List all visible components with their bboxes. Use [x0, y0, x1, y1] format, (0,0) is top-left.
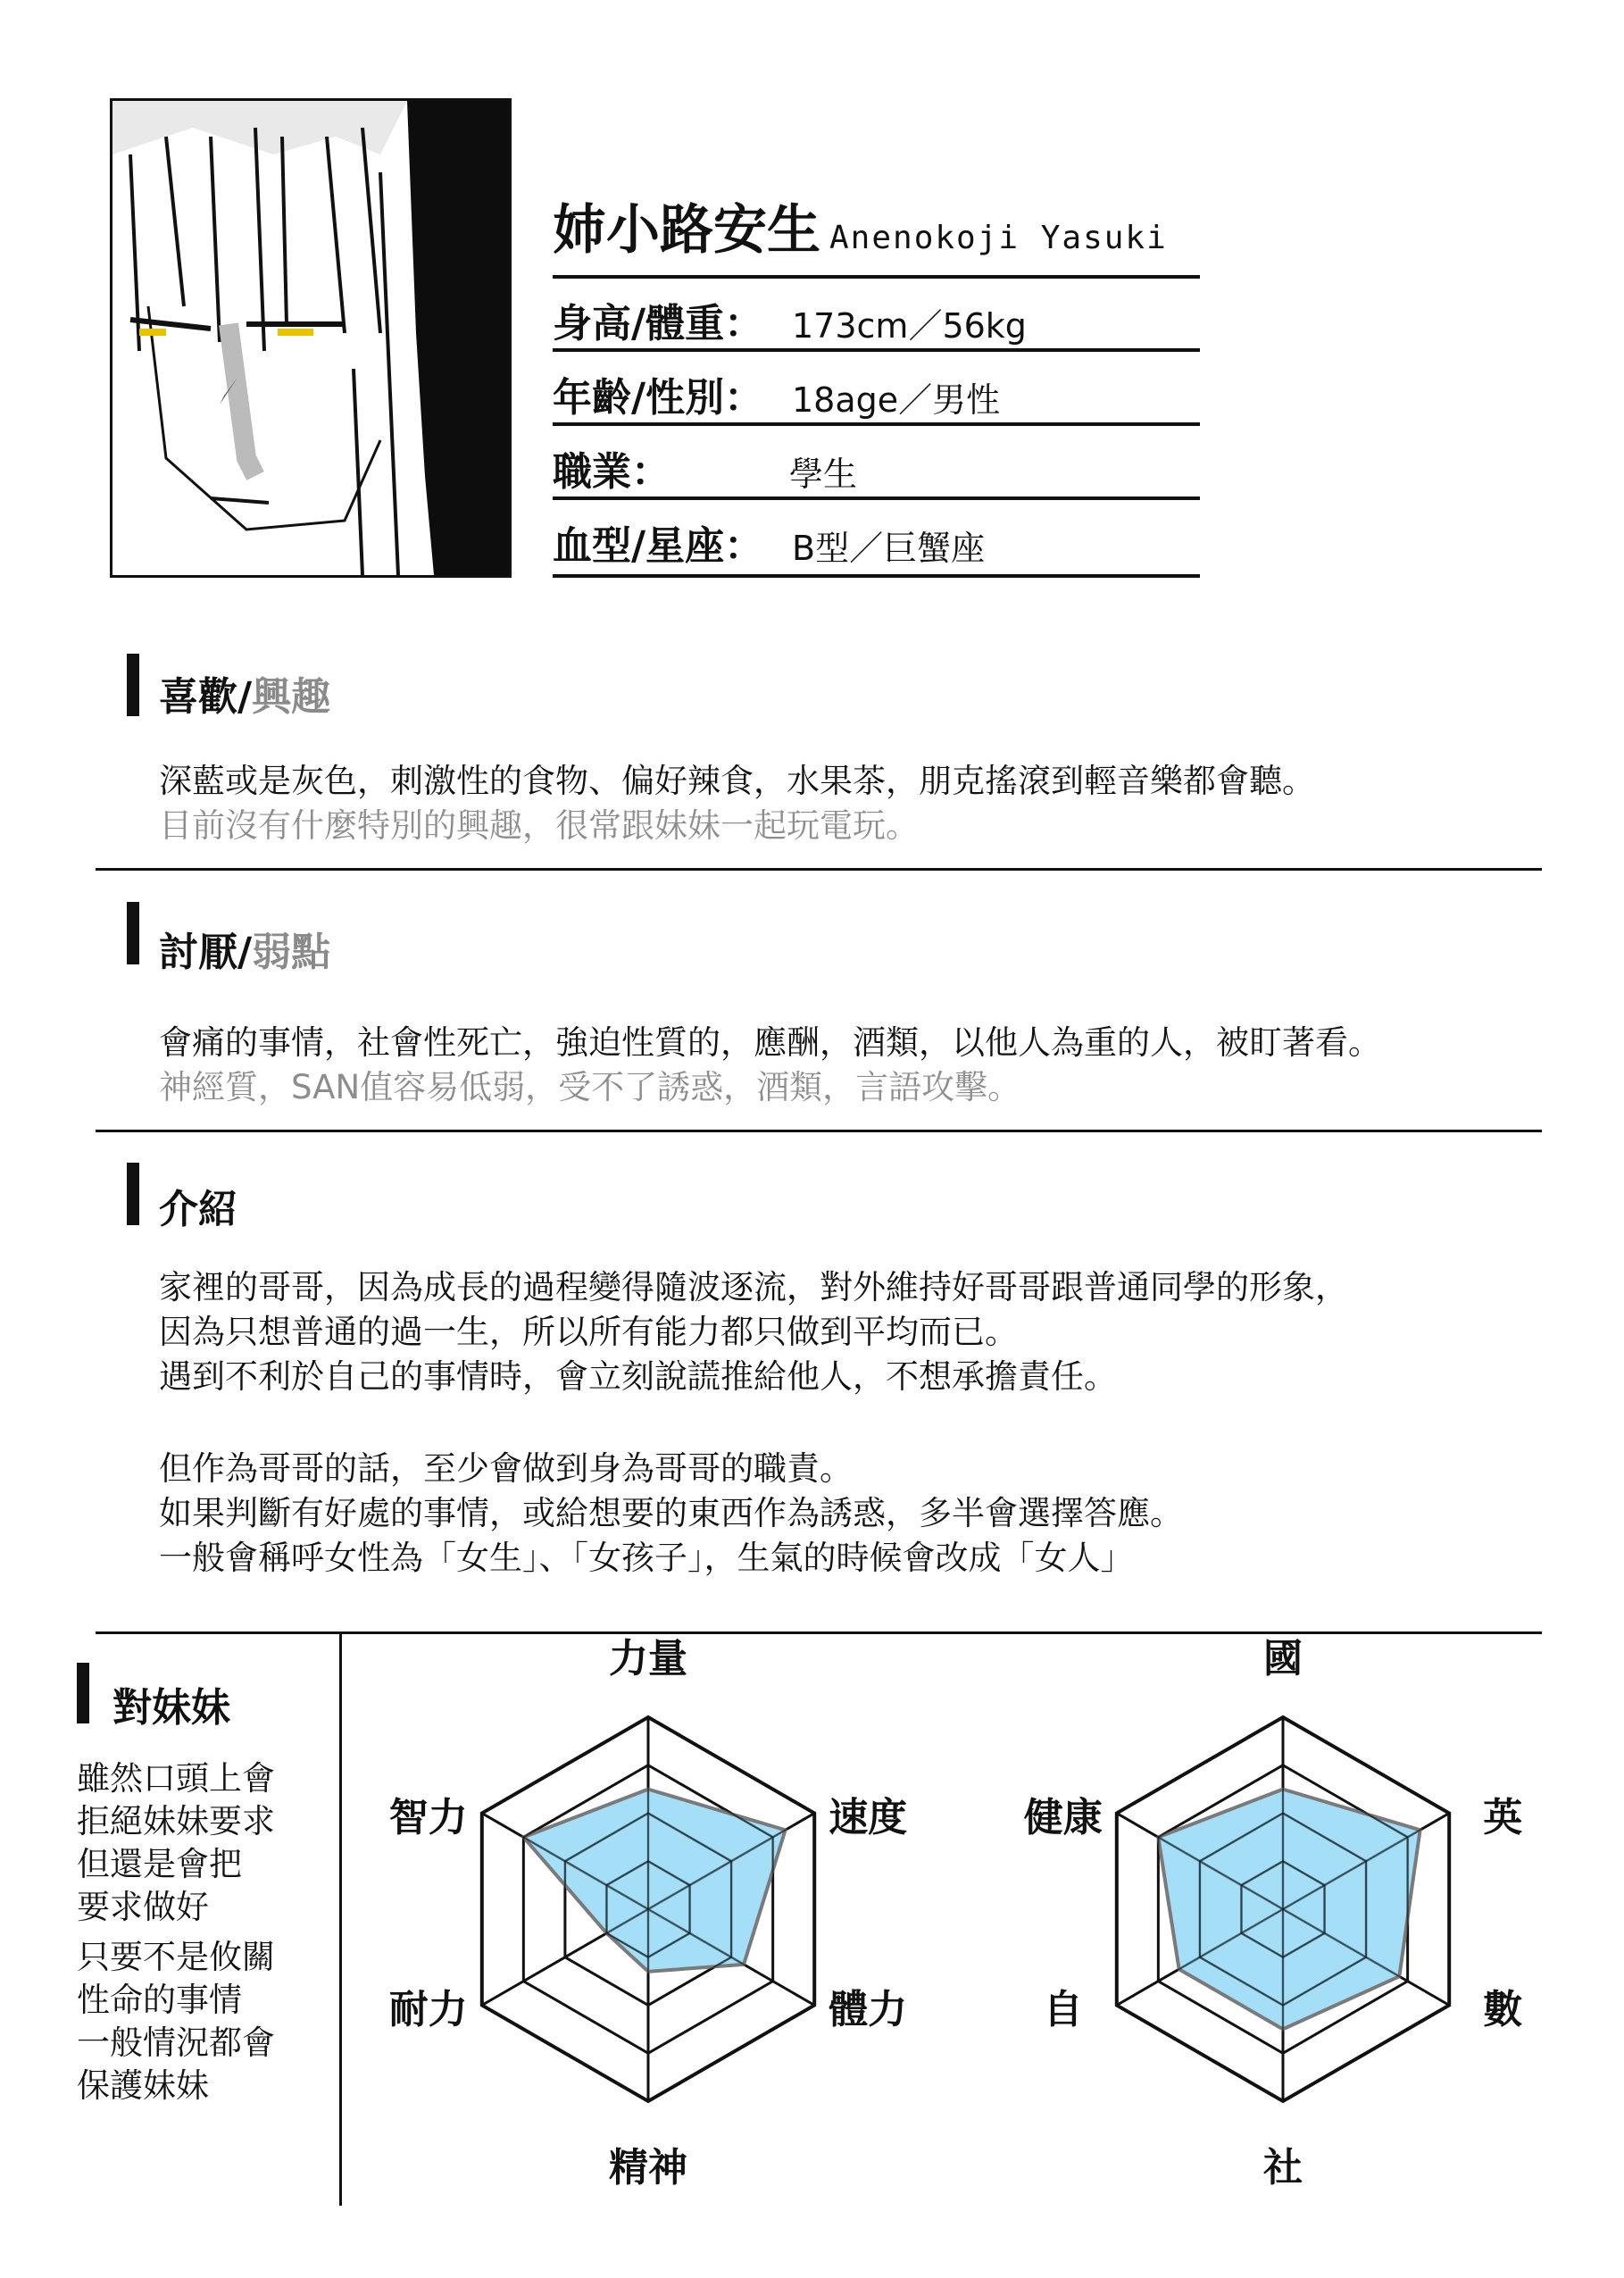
title-alt: 興趣 — [252, 674, 331, 720]
radar-axis-label: 數 — [1483, 1986, 1523, 2032]
info-value: 18age／男性 — [792, 380, 1001, 420]
info-value: 173cm／56kg — [792, 306, 1027, 346]
radar-axis-label: 速度 — [829, 1794, 908, 1840]
radar-axis-label: 自 — [1043, 1986, 1083, 2032]
info-label: 年齡/性別： — [553, 375, 764, 421]
info-value: B型／巨蟹座 — [792, 529, 986, 568]
section-title-sister: 對妹妹 — [112, 1685, 230, 1731]
radar-axis-label: 力量 — [609, 1636, 687, 1681]
name-romanized: Anenokoji Yasuki — [829, 220, 1168, 256]
radar-axis-label: 精神 — [609, 2145, 687, 2190]
dislikes-text: 會痛的事情，社會性死亡，強迫性質的，應酬，酒類，以他人為重的人，被盯著看。 — [159, 1023, 1381, 1062]
radar-axis-label: 耐力 — [388, 1986, 468, 2032]
info-value: 學生 — [789, 455, 858, 494]
radar-axis-label: 英 — [1483, 1794, 1523, 1840]
radar-axis-label: 智力 — [388, 1794, 468, 1840]
hobbies-text: 目前沒有什麼特別的興趣，很常跟妹妹一起玩電玩。 — [159, 806, 919, 845]
info-label: 職業： — [553, 449, 670, 495]
name-chinese: 姉小路安生 — [553, 199, 820, 262]
info-label: 身高/體重： — [553, 301, 764, 346]
radar-axis-label: 體力 — [829, 1986, 908, 2032]
section-title-intro: 介紹 — [159, 1187, 237, 1232]
radar-axis-label: 社 — [1263, 2145, 1303, 2190]
weakness-text: 神經質，SAN值容易低弱，受不了誘惑，酒類，言語攻擊。 — [159, 1068, 1021, 1106]
radar-axis-label: 健康 — [1023, 1794, 1103, 1840]
info-label: 血型/星座： — [553, 523, 764, 569]
likes-text: 深藍或是灰色，刺激性的食物、偏好辣食，水果茶，朋克搖滾到輕音樂都會聽。 — [159, 762, 1315, 800]
title-separator: / — [237, 930, 253, 975]
radar-series-area — [1158, 1790, 1420, 2030]
intro-paragraph-2: 但作為哥哥的話，至少會做到身為哥哥的職責。 如果判斷有好處的事情，或給想要的東西作為誘惑，多半會選擇答應。 一般會稱呼女性為「女生」、「女孩子」，生氣的時候會改成「女人」 — [159, 1449, 1183, 1577]
title-main: 討厭 — [159, 930, 237, 975]
title-separator: / — [237, 674, 253, 720]
title-main: 喜歡 — [159, 674, 237, 720]
sister-text-2: 只要不是攸關 性命的事情 一般情況都會 保護妹妹 — [77, 1938, 275, 2105]
radar-axis-label: 國 — [1263, 1636, 1303, 1681]
title-alt: 弱點 — [252, 930, 331, 975]
sister-text-1: 雖然口頭上會 拒絕妹妹要求 但還是會把 要求做好 — [77, 1759, 275, 1926]
intro-paragraph-1: 家裡的哥哥，因為成長的過程變得隨波逐流，對外維持好哥哥跟普通同學的形象， 因為只想普通的過一生，所以所有能力都只做到平均而已。 遇到不利於自己的事情時，會立刻說謊推給他人，不想承擔責任。 — [159, 1268, 1348, 1396]
